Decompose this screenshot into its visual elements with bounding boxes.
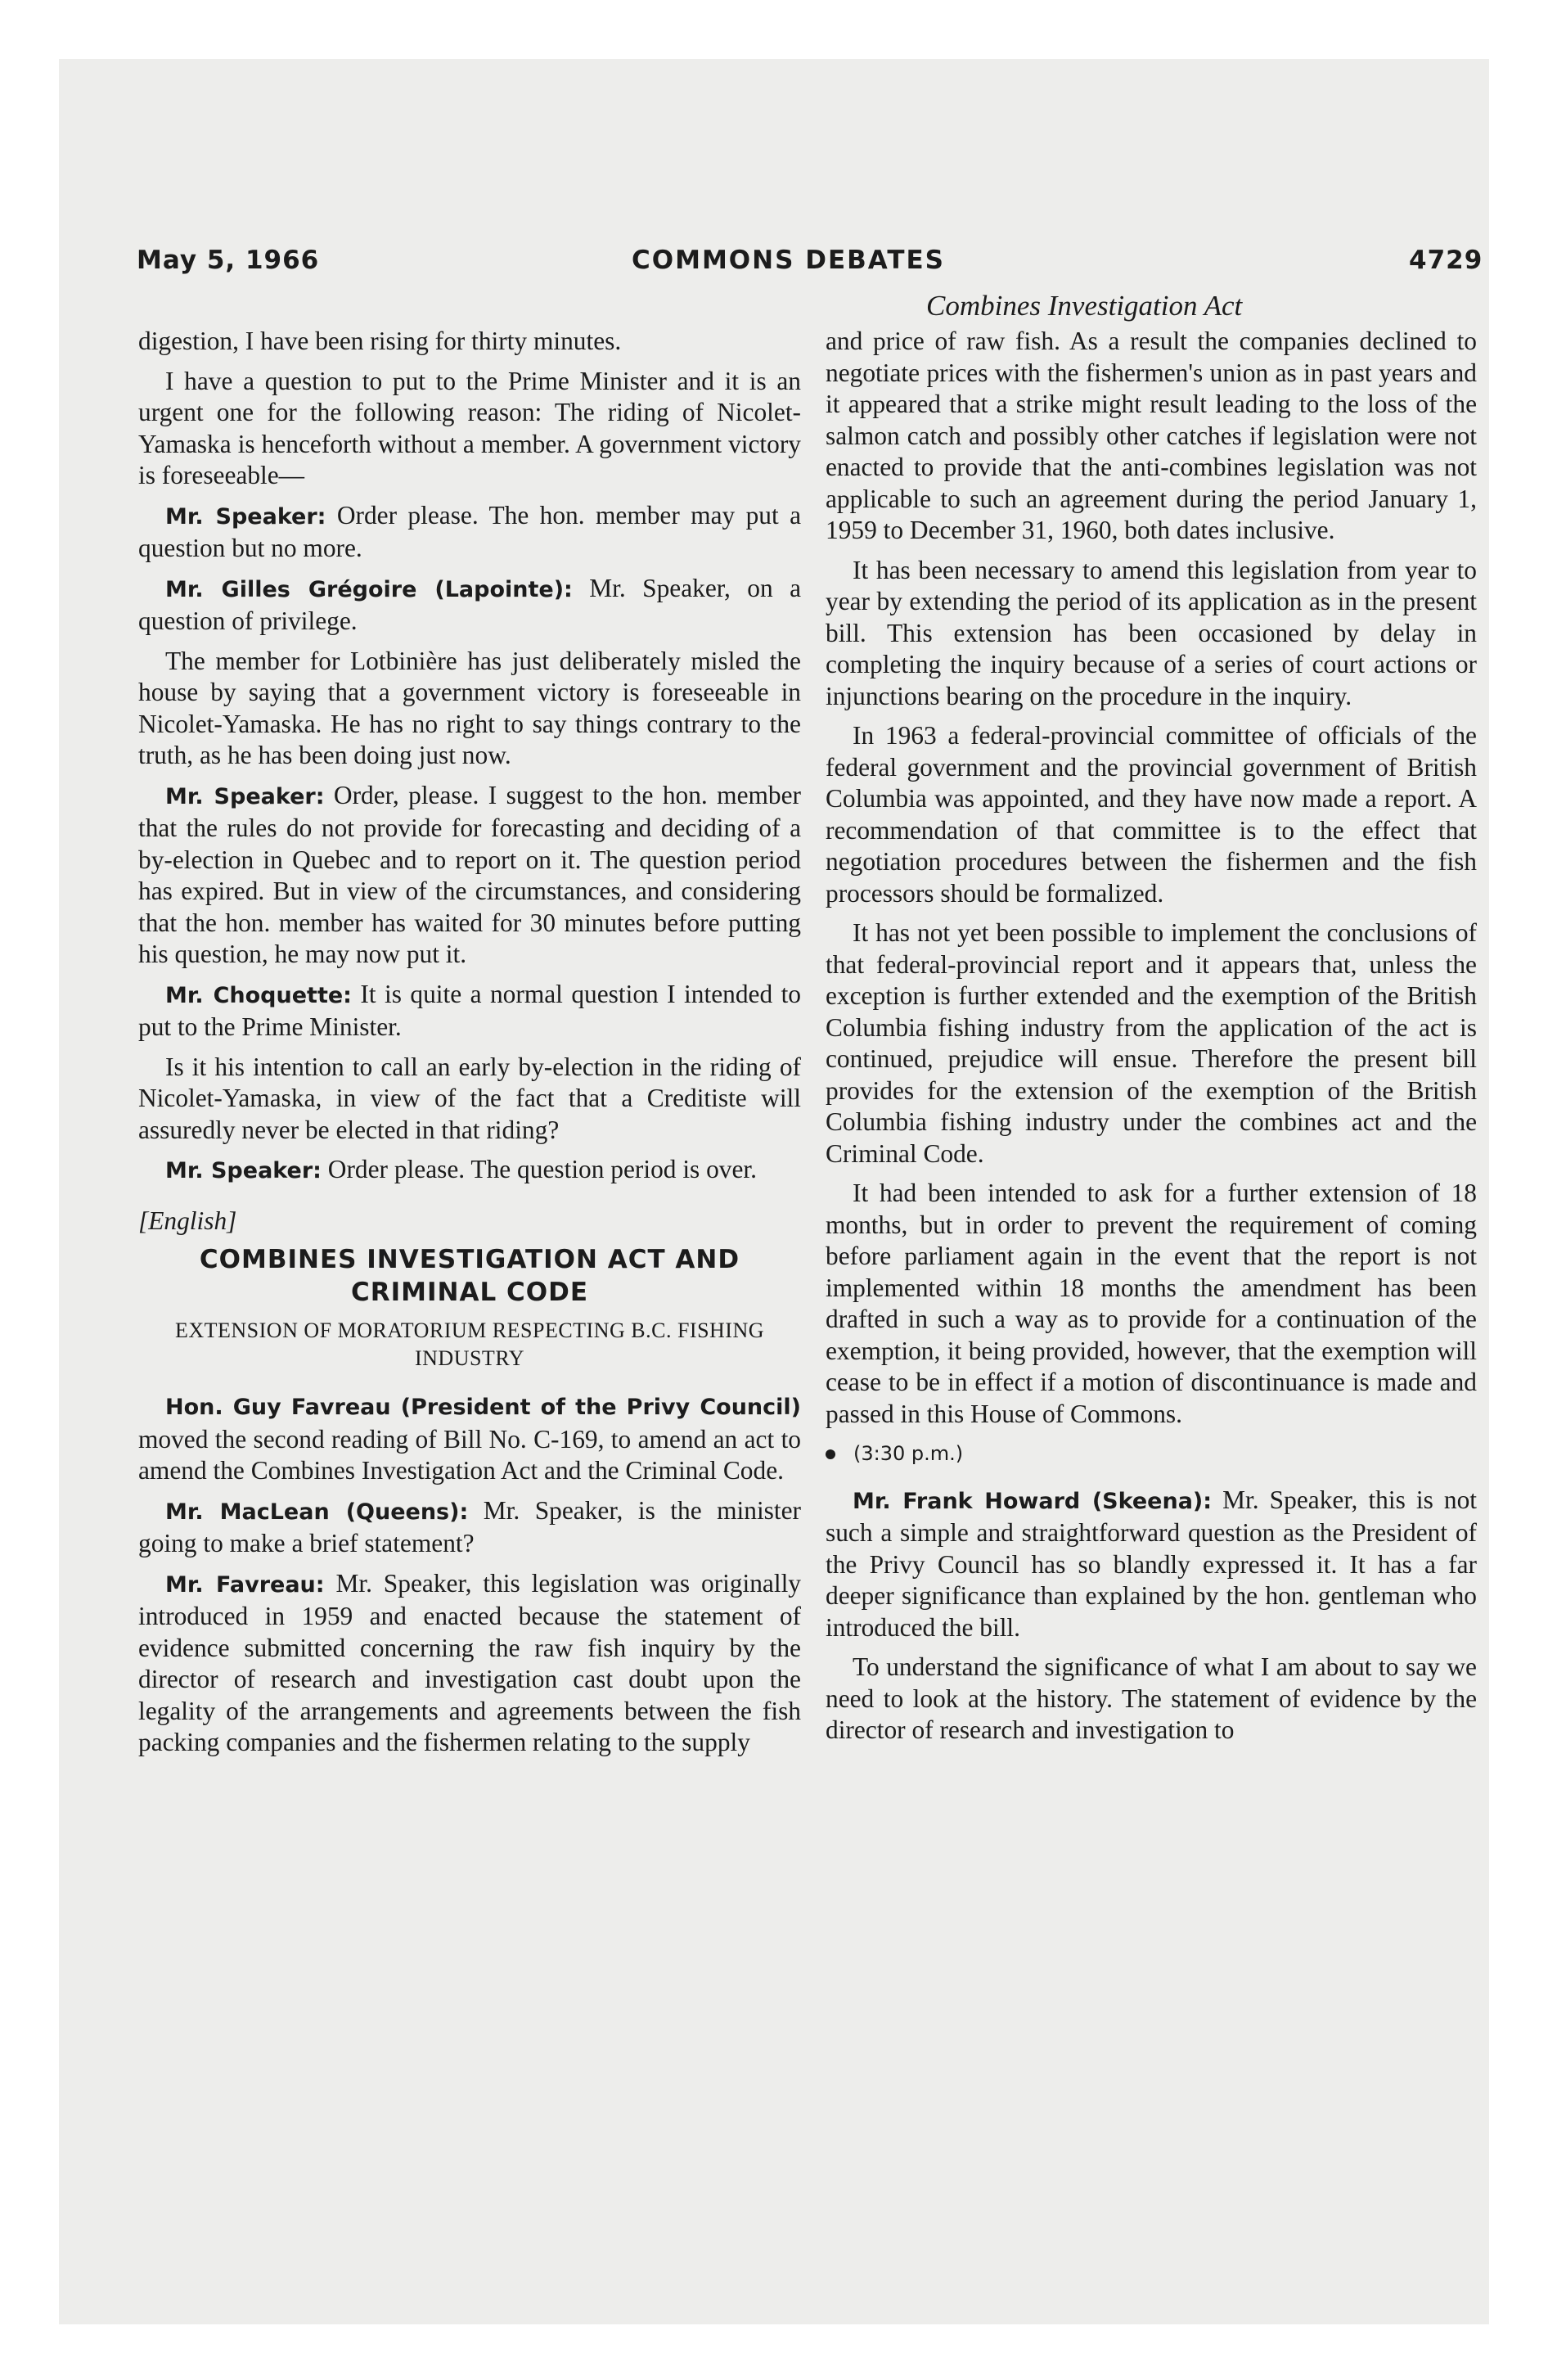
speech-text: Mr. Speaker, this is not such a simple and straightforward question as the President of the Privy Council has so blandly expressed it. It has a far deeper significance than explained by the hon. gentleman who introduced the bill.: [826, 1485, 1477, 1642]
speech-paragraph: [138, 780, 801, 971]
speech-text: Mr. Speaker, on a question of privilege.: [138, 573, 802, 635]
speech-paragraph: [138, 1568, 801, 1759]
bill-subtitle: EXTENSION OF MORATORIUM RESPECTING B.C. FISHING INDUSTRY: [174, 1318, 765, 1370]
speech-paragraph: [138, 573, 801, 638]
speaker-name: Mr. Choquette:: [165, 982, 352, 1008]
speaker-name: Mr. Gilles Grégoire (Lapointe):: [165, 576, 573, 602]
paragraph: digestion, I have been rising for thirty minutes.: [138, 327, 622, 355]
speaker-name: Mr. Favreau:: [165, 1571, 325, 1598]
speaker-name: Mr. Speaker:: [165, 783, 325, 809]
speech-paragraph: [138, 1154, 801, 1188]
paragraph: I have a question to put to the Prime Minister and it is an urgent one for the following reason: The riding of Nicolet-Yamaska is henceforth without a member. A government victory is foreseeable—: [138, 366, 801, 489]
paragraph: To understand the significance of what I am about to say we need to look at the history. The statement of evidence by the director of research and investigation to: [826, 1652, 1477, 1744]
scanned-page: [59, 59, 1489, 2324]
speech-text: It is quite a normal question I intended to put to the Prime Minister.: [138, 979, 801, 1041]
running-head: [59, 246, 1489, 286]
page-date: May 5, 1966: [137, 246, 320, 275]
speaker-name: Mr. Frank Howard (Skeena):: [853, 1488, 1213, 1514]
speech-paragraph: [138, 1495, 801, 1560]
speaker-name: Mr. Speaker:: [165, 503, 326, 530]
speech-paragraph: [138, 1391, 801, 1487]
speech-text: moved the second reading of Bill No. C-169, to amend an act to amend the Combines Investigation Act and the Criminal Code.: [138, 1424, 801, 1485]
speech-paragraph: [138, 500, 801, 565]
speech-paragraph: [826, 1485, 1477, 1644]
section-heading: Combines Investigation Act: [926, 290, 1243, 322]
speech-text: Mr. Speaker, this legislation was originally introduced in 1959 and enacted because the statement of evidence submitted concerning the raw fish inquiry by the director of research and investigation cast doubt upon the legality of the arrangements and agreements between the fish packing companies and the fishermen relating to the supply: [138, 1568, 801, 1756]
paragraph: In 1963 a federal-provincial committee of officials of the federal government and the provincial government of British Columbia was appointed, and they have now made a report. A recommendation of that committee is to the effect that negotiation procedures between the fishermen and the fish processors should be formalized.: [826, 721, 1477, 908]
paragraph: It has been necessary to amend this legislation from year to year by extending the period of its application as in the present bill. This extension has been occasioned by delay in completing the inquiry because of a series of court actions or injunctions bearing on the procedure in the inquiry.: [826, 555, 1477, 710]
speech-paragraph: [138, 979, 801, 1044]
language-marker: [English]: [138, 1206, 237, 1235]
page-number: 4729: [1409, 246, 1483, 275]
paragraph: The member for Lotbinière has just deliberately misled the house by saying that a government victory is foreseeable in Nicolet-Yamaska. He has no right to say things contrary to the truth, as he has been doing just now.: [138, 646, 801, 769]
bill-title: COMBINES INVESTIGATION ACT AND CRIMINAL CODE: [199, 1245, 740, 1307]
paragraph: It had been intended to ask for a further extension of 18 months, but in order to prevent the requirement of coming before parliament again in the event that the report is not implemented within 18 months the amendment has been drafted in such a way as to provide for a continuation of the exemption, it being provided, however, that the exemption will cease to be in effect if a motion of discontinuance is made and passed in this House of Commons.: [826, 1179, 1477, 1428]
speech-text: Order please. The hon. member may put a question but no more.: [138, 500, 802, 562]
journal-title: COMMONS DEBATES: [632, 246, 945, 275]
speech-text: Mr. Speaker, is the minister going to make a brief statement?: [138, 1495, 802, 1557]
paragraph: Is it his intention to call an early by-election in the riding of Nicolet-Yamaska, in view of the fact that a Creditiste will assuredly never be elected in that riding?: [138, 1052, 801, 1144]
speech-text: Order, please. I suggest to the hon. member that the rules do not provide for forecasting and deciding of a by-election in Quebec and to report on it. The question period has expired. But in view of the circumstances, and considering that the hon. member has waited for 30 minutes before putting his question, he may now put it.: [138, 780, 801, 968]
paragraph: and price of raw fish. As a result the companies declined to negotiate prices with the fishermen's union as in past years and it appeared that a strike might result leading to the loss of the salmon catch and possibly other catches if legislation were not enacted to provide that the anti-combines legislation was not applicable to such an agreement during the period January 1, 1959 to December 31, 1960, both dates inclusive.: [826, 327, 1477, 544]
timestamp: [826, 1438, 1477, 1470]
speech-text: Order please. The question period is over.: [321, 1155, 757, 1183]
bullet-icon: [826, 1449, 835, 1459]
left-column: [138, 326, 801, 1767]
timestamp-text: (3:30 p.m.): [853, 1442, 964, 1465]
speaker-name: Mr. MacLean (Queens):: [165, 1499, 469, 1525]
speaker-name: Hon. Guy Favreau (President of the Privy Council): [165, 1395, 801, 1420]
right-column: [826, 326, 1477, 1755]
paragraph: It has not yet been possible to implement the conclusions of that federal-provincial report and it appears that, unless the exception is further extended and the exemption of the British Columbia fishing industry from the application of the act is continued, prejudice will ensue. Therefore the present bill provides for the extension of the exemption of the British Columbia fishing industry under the combines act and the Criminal Code.: [826, 918, 1477, 1168]
speaker-name: Mr. Speaker:: [165, 1158, 322, 1183]
